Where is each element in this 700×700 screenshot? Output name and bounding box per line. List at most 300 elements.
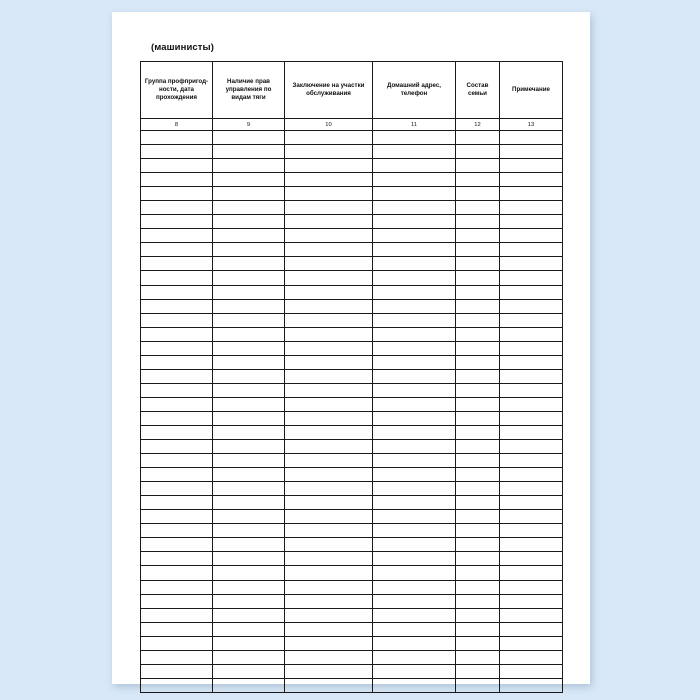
table-cell[interactable] bbox=[141, 173, 213, 187]
table-cell[interactable] bbox=[500, 145, 563, 159]
table-cell[interactable] bbox=[141, 397, 213, 411]
table-cell[interactable] bbox=[141, 159, 213, 173]
table-cell[interactable] bbox=[373, 594, 456, 608]
table-cell[interactable] bbox=[500, 496, 563, 510]
table-cell[interactable] bbox=[213, 271, 285, 285]
table-cell[interactable] bbox=[456, 468, 500, 482]
table-cell[interactable] bbox=[373, 145, 456, 159]
table-cell[interactable] bbox=[141, 369, 213, 383]
table-cell[interactable] bbox=[141, 243, 213, 257]
column-number-10: 10 bbox=[285, 119, 373, 131]
table-cell[interactable] bbox=[141, 411, 213, 425]
table-row[interactable] bbox=[141, 678, 563, 692]
document-sheet bbox=[112, 12, 590, 684]
table-cell[interactable] bbox=[285, 369, 373, 383]
table-cell[interactable] bbox=[213, 566, 285, 580]
table-cell[interactable] bbox=[285, 271, 373, 285]
table-cell[interactable] bbox=[213, 454, 285, 468]
table-cell[interactable] bbox=[213, 664, 285, 678]
table-cell[interactable] bbox=[373, 327, 456, 341]
table-cell[interactable] bbox=[456, 636, 500, 650]
table-cell[interactable] bbox=[456, 355, 500, 369]
table-row[interactable] bbox=[141, 622, 563, 636]
table-cell[interactable] bbox=[456, 229, 500, 243]
table-row[interactable] bbox=[141, 566, 563, 580]
table-cell[interactable] bbox=[141, 327, 213, 341]
table-cell[interactable] bbox=[213, 580, 285, 594]
table-cell[interactable] bbox=[213, 299, 285, 313]
table-cell[interactable] bbox=[213, 215, 285, 229]
table-cell[interactable] bbox=[213, 397, 285, 411]
table-cell[interactable] bbox=[141, 468, 213, 482]
table-cell[interactable] bbox=[213, 369, 285, 383]
table-cell[interactable] bbox=[373, 608, 456, 622]
table-cell[interactable] bbox=[456, 650, 500, 664]
table-cell[interactable] bbox=[141, 524, 213, 538]
table-cell[interactable] bbox=[141, 257, 213, 271]
table-row[interactable] bbox=[141, 482, 563, 496]
table-cell[interactable] bbox=[456, 524, 500, 538]
table-cell[interactable] bbox=[141, 383, 213, 397]
table-cell[interactable] bbox=[456, 159, 500, 173]
table-cell[interactable] bbox=[373, 341, 456, 355]
table-row[interactable] bbox=[141, 383, 563, 397]
table-cell[interactable] bbox=[373, 664, 456, 678]
table-cell[interactable] bbox=[213, 594, 285, 608]
column-header-group-fitness: Группа профпригод-ности, дата прохождения bbox=[141, 62, 213, 119]
table-cell[interactable] bbox=[285, 159, 373, 173]
table-cell[interactable] bbox=[213, 201, 285, 215]
table-cell[interactable] bbox=[456, 566, 500, 580]
table-cell[interactable] bbox=[500, 580, 563, 594]
table-cell[interactable] bbox=[285, 397, 373, 411]
table-cell[interactable] bbox=[285, 187, 373, 201]
table-cell[interactable] bbox=[285, 285, 373, 299]
table-cell[interactable] bbox=[213, 131, 285, 145]
table-row[interactable] bbox=[141, 664, 563, 678]
table-row[interactable] bbox=[141, 369, 563, 383]
table-cell[interactable] bbox=[141, 678, 213, 692]
table-cell[interactable] bbox=[500, 482, 563, 496]
table-cell[interactable] bbox=[285, 580, 373, 594]
table-cell[interactable] bbox=[141, 201, 213, 215]
table-cell[interactable] bbox=[141, 538, 213, 552]
table-cell[interactable] bbox=[373, 454, 456, 468]
table-cell[interactable] bbox=[500, 271, 563, 285]
table-cell[interactable] bbox=[500, 664, 563, 678]
table-cell[interactable] bbox=[213, 678, 285, 692]
table-row[interactable] bbox=[141, 257, 563, 271]
table-cell[interactable] bbox=[373, 650, 456, 664]
table-cell[interactable] bbox=[456, 187, 500, 201]
table-cell[interactable] bbox=[500, 159, 563, 173]
table-cell[interactable] bbox=[500, 383, 563, 397]
table-cell[interactable] bbox=[213, 650, 285, 664]
table-cell[interactable] bbox=[500, 299, 563, 313]
table-cell[interactable] bbox=[456, 313, 500, 327]
table-cell[interactable] bbox=[285, 650, 373, 664]
table-cell[interactable] bbox=[141, 664, 213, 678]
table-cell[interactable] bbox=[500, 454, 563, 468]
table-cell[interactable] bbox=[285, 636, 373, 650]
table-cell[interactable] bbox=[285, 482, 373, 496]
table-cell[interactable] bbox=[213, 313, 285, 327]
table-cell[interactable] bbox=[373, 243, 456, 257]
table-cell[interactable] bbox=[373, 173, 456, 187]
table-cell[interactable] bbox=[373, 285, 456, 299]
table-row[interactable] bbox=[141, 201, 563, 215]
table-cell[interactable] bbox=[285, 355, 373, 369]
table-cell[interactable] bbox=[141, 145, 213, 159]
table-row[interactable] bbox=[141, 538, 563, 552]
table-cell[interactable] bbox=[285, 510, 373, 524]
table-cell[interactable] bbox=[500, 468, 563, 482]
table-row[interactable] bbox=[141, 327, 563, 341]
table-cell[interactable] bbox=[373, 440, 456, 454]
table-cell[interactable] bbox=[373, 622, 456, 636]
table-cell[interactable] bbox=[141, 271, 213, 285]
table-cell[interactable] bbox=[285, 566, 373, 580]
table-cell[interactable] bbox=[500, 524, 563, 538]
table-cell[interactable] bbox=[456, 482, 500, 496]
table-cell[interactable] bbox=[456, 454, 500, 468]
table-row[interactable] bbox=[141, 215, 563, 229]
table-cell[interactable] bbox=[456, 145, 500, 159]
table-cell[interactable] bbox=[213, 159, 285, 173]
table-cell[interactable] bbox=[213, 425, 285, 439]
table-cell[interactable] bbox=[456, 538, 500, 552]
table-cell[interactable] bbox=[373, 257, 456, 271]
table-cell[interactable] bbox=[285, 538, 373, 552]
table-cell[interactable] bbox=[213, 510, 285, 524]
table-cell[interactable] bbox=[213, 538, 285, 552]
table-row[interactable] bbox=[141, 524, 563, 538]
table-cell[interactable] bbox=[285, 664, 373, 678]
table-cell[interactable] bbox=[213, 173, 285, 187]
column-number-8: 8 bbox=[141, 119, 213, 131]
table-cell[interactable] bbox=[456, 173, 500, 187]
table-cell[interactable] bbox=[373, 215, 456, 229]
table-cell[interactable] bbox=[456, 299, 500, 313]
table-cell[interactable] bbox=[141, 454, 213, 468]
table-cell[interactable] bbox=[141, 594, 213, 608]
table-cell[interactable] bbox=[373, 566, 456, 580]
table-cell[interactable] bbox=[373, 271, 456, 285]
table-cell[interactable] bbox=[285, 608, 373, 622]
table-row[interactable] bbox=[141, 299, 563, 313]
table-cell[interactable] bbox=[500, 397, 563, 411]
table-cell[interactable] bbox=[285, 383, 373, 397]
table-cell[interactable] bbox=[500, 229, 563, 243]
column-number-13: 13 bbox=[500, 119, 563, 131]
table-cell[interactable] bbox=[141, 215, 213, 229]
table-cell[interactable] bbox=[456, 397, 500, 411]
table-cell[interactable] bbox=[285, 454, 373, 468]
table-cell[interactable] bbox=[285, 496, 373, 510]
table-cell[interactable] bbox=[141, 552, 213, 566]
page-title: (машинисты) bbox=[151, 42, 214, 53]
table-cell[interactable] bbox=[373, 187, 456, 201]
table-cell[interactable] bbox=[500, 594, 563, 608]
table-cell[interactable] bbox=[141, 187, 213, 201]
table-cell[interactable] bbox=[285, 341, 373, 355]
column-header-notes: Примечание bbox=[500, 62, 563, 119]
table-row[interactable] bbox=[141, 355, 563, 369]
table-cell[interactable] bbox=[373, 468, 456, 482]
table-cell[interactable] bbox=[500, 327, 563, 341]
table-cell[interactable] bbox=[141, 229, 213, 243]
table-cell[interactable] bbox=[456, 341, 500, 355]
table-cell[interactable] bbox=[500, 215, 563, 229]
table-cell[interactable] bbox=[456, 678, 500, 692]
table-row[interactable] bbox=[141, 243, 563, 257]
table-cell[interactable] bbox=[456, 327, 500, 341]
table-cell[interactable] bbox=[213, 440, 285, 454]
table-cell[interactable] bbox=[213, 636, 285, 650]
table-cell[interactable] bbox=[456, 257, 500, 271]
table-cell[interactable] bbox=[141, 440, 213, 454]
column-header-service-sections: Заключение на участки обслуживания bbox=[285, 62, 373, 119]
column-number-11: 11 bbox=[373, 119, 456, 131]
table-cell[interactable] bbox=[285, 299, 373, 313]
table-row[interactable] bbox=[141, 159, 563, 173]
table-cell[interactable] bbox=[213, 187, 285, 201]
table-cell[interactable] bbox=[141, 313, 213, 327]
table-cell[interactable] bbox=[213, 496, 285, 510]
table-cell[interactable] bbox=[500, 425, 563, 439]
table-row[interactable] bbox=[141, 552, 563, 566]
table-cell[interactable] bbox=[500, 636, 563, 650]
table-cell[interactable] bbox=[285, 229, 373, 243]
table-cell[interactable] bbox=[285, 313, 373, 327]
table-cell[interactable] bbox=[373, 411, 456, 425]
table-cell[interactable] bbox=[373, 159, 456, 173]
table-cell[interactable] bbox=[456, 201, 500, 215]
table-cell[interactable] bbox=[213, 482, 285, 496]
table-cell[interactable] bbox=[500, 313, 563, 327]
table-cell[interactable] bbox=[213, 243, 285, 257]
table-cell[interactable] bbox=[141, 608, 213, 622]
table-cell[interactable] bbox=[373, 201, 456, 215]
column-number-9: 9 bbox=[213, 119, 285, 131]
table-cell[interactable] bbox=[500, 131, 563, 145]
table-cell[interactable] bbox=[456, 369, 500, 383]
table-cell[interactable] bbox=[373, 383, 456, 397]
table-cell[interactable] bbox=[141, 355, 213, 369]
table-cell[interactable] bbox=[213, 383, 285, 397]
table-row[interactable] bbox=[141, 636, 563, 650]
table-cell[interactable] bbox=[213, 341, 285, 355]
table-cell[interactable] bbox=[213, 468, 285, 482]
table-row[interactable] bbox=[141, 650, 563, 664]
table-cell[interactable] bbox=[500, 678, 563, 692]
table-cell[interactable] bbox=[500, 552, 563, 566]
table-cell[interactable] bbox=[500, 510, 563, 524]
table-cell[interactable] bbox=[500, 201, 563, 215]
table-cell[interactable] bbox=[141, 299, 213, 313]
table-cell[interactable] bbox=[456, 510, 500, 524]
table-row[interactable] bbox=[141, 496, 563, 510]
table-cell[interactable] bbox=[373, 482, 456, 496]
table-row[interactable] bbox=[141, 425, 563, 439]
table-row[interactable] bbox=[141, 229, 563, 243]
table-cell[interactable] bbox=[285, 678, 373, 692]
table-cell[interactable] bbox=[373, 355, 456, 369]
column-header-driving-rights: Наличие прав управления по видам тяги bbox=[213, 62, 285, 119]
table-row[interactable] bbox=[141, 608, 563, 622]
table-cell[interactable] bbox=[141, 482, 213, 496]
table-cell[interactable] bbox=[456, 496, 500, 510]
header-row bbox=[141, 62, 563, 119]
column-number-row bbox=[141, 119, 563, 131]
table-cell[interactable] bbox=[285, 243, 373, 257]
table-cell[interactable] bbox=[500, 440, 563, 454]
table-cell[interactable] bbox=[456, 383, 500, 397]
table-cell[interactable] bbox=[500, 538, 563, 552]
table-cell[interactable] bbox=[213, 145, 285, 159]
table-cell[interactable] bbox=[285, 524, 373, 538]
table-cell[interactable] bbox=[456, 664, 500, 678]
table-cell[interactable] bbox=[373, 229, 456, 243]
table-cell[interactable] bbox=[373, 425, 456, 439]
table-row[interactable] bbox=[141, 397, 563, 411]
table-cell[interactable] bbox=[373, 524, 456, 538]
table-cell[interactable] bbox=[500, 650, 563, 664]
table-cell[interactable] bbox=[141, 510, 213, 524]
table-cell[interactable] bbox=[285, 131, 373, 145]
table-cell[interactable] bbox=[285, 425, 373, 439]
table-row[interactable] bbox=[141, 313, 563, 327]
table-cell[interactable] bbox=[373, 510, 456, 524]
table-cell[interactable] bbox=[213, 552, 285, 566]
table-cell[interactable] bbox=[285, 622, 373, 636]
page-shadow bbox=[112, 12, 590, 684]
table-cell[interactable] bbox=[285, 552, 373, 566]
table-row[interactable] bbox=[141, 440, 563, 454]
table-cell[interactable] bbox=[373, 369, 456, 383]
table-cell[interactable] bbox=[500, 369, 563, 383]
table-row[interactable] bbox=[141, 468, 563, 482]
table-cell[interactable] bbox=[285, 145, 373, 159]
table-cell[interactable] bbox=[373, 636, 456, 650]
table-cell[interactable] bbox=[141, 341, 213, 355]
table-cell[interactable] bbox=[141, 496, 213, 510]
table-cell[interactable] bbox=[213, 229, 285, 243]
table-cell[interactable] bbox=[213, 622, 285, 636]
table-cell[interactable] bbox=[141, 131, 213, 145]
table-cell[interactable] bbox=[500, 566, 563, 580]
table-cell[interactable] bbox=[456, 285, 500, 299]
table-row[interactable] bbox=[141, 510, 563, 524]
table-cell[interactable] bbox=[373, 131, 456, 145]
table-cell[interactable] bbox=[500, 341, 563, 355]
table-cell[interactable] bbox=[213, 608, 285, 622]
column-header-home-address-phone: Домашний адрес, телефон bbox=[373, 62, 456, 119]
column-header-family: Состав семьи bbox=[456, 62, 500, 119]
table-cell[interactable] bbox=[456, 622, 500, 636]
table-cell[interactable] bbox=[500, 257, 563, 271]
table-cell[interactable] bbox=[500, 243, 563, 257]
table-cell[interactable] bbox=[500, 173, 563, 187]
table-header bbox=[141, 62, 563, 131]
table-cell[interactable] bbox=[285, 440, 373, 454]
table-cell[interactable] bbox=[141, 622, 213, 636]
table-cell[interactable] bbox=[213, 355, 285, 369]
table-cell[interactable] bbox=[285, 327, 373, 341]
table-cell[interactable] bbox=[285, 468, 373, 482]
table-cell[interactable] bbox=[141, 425, 213, 439]
table-cell[interactable] bbox=[500, 411, 563, 425]
table-cell[interactable] bbox=[141, 580, 213, 594]
registry-table bbox=[140, 61, 563, 693]
table-row[interactable] bbox=[141, 594, 563, 608]
table-cell[interactable] bbox=[141, 650, 213, 664]
table-cell[interactable] bbox=[373, 580, 456, 594]
table-row[interactable] bbox=[141, 271, 563, 285]
table-cell[interactable] bbox=[373, 678, 456, 692]
table-cell[interactable] bbox=[285, 257, 373, 271]
table-cell[interactable] bbox=[285, 201, 373, 215]
table-cell[interactable] bbox=[500, 187, 563, 201]
table-cell[interactable] bbox=[373, 299, 456, 313]
table-cell[interactable] bbox=[213, 524, 285, 538]
table-cell[interactable] bbox=[456, 243, 500, 257]
table-cell[interactable] bbox=[500, 285, 563, 299]
table-cell[interactable] bbox=[456, 411, 500, 425]
table-cell[interactable] bbox=[373, 496, 456, 510]
table-cell[interactable] bbox=[373, 397, 456, 411]
table-row[interactable] bbox=[141, 411, 563, 425]
table-cell[interactable] bbox=[456, 580, 500, 594]
table-cell[interactable] bbox=[456, 594, 500, 608]
column-number-12: 12 bbox=[456, 119, 500, 131]
table-row[interactable] bbox=[141, 341, 563, 355]
table-row[interactable] bbox=[141, 173, 563, 187]
table-cell[interactable] bbox=[373, 538, 456, 552]
table-cell[interactable] bbox=[500, 622, 563, 636]
table-cell[interactable] bbox=[500, 355, 563, 369]
table-row[interactable] bbox=[141, 285, 563, 299]
table-cell[interactable] bbox=[456, 552, 500, 566]
table-cell[interactable] bbox=[500, 608, 563, 622]
table-cell[interactable] bbox=[456, 608, 500, 622]
table-cell[interactable] bbox=[141, 285, 213, 299]
table-cell[interactable] bbox=[456, 215, 500, 229]
table-cell[interactable] bbox=[141, 636, 213, 650]
table-row[interactable] bbox=[141, 187, 563, 201]
table-body bbox=[141, 131, 563, 693]
table-cell[interactable] bbox=[213, 327, 285, 341]
table-cell[interactable] bbox=[456, 425, 500, 439]
table-row[interactable] bbox=[141, 580, 563, 594]
table-cell[interactable] bbox=[141, 566, 213, 580]
table-cell[interactable] bbox=[373, 552, 456, 566]
table-cell[interactable] bbox=[285, 215, 373, 229]
table-cell[interactable] bbox=[285, 411, 373, 425]
table-cell[interactable] bbox=[285, 173, 373, 187]
table-cell[interactable] bbox=[456, 440, 500, 454]
table-cell[interactable] bbox=[456, 271, 500, 285]
table-cell[interactable] bbox=[213, 285, 285, 299]
table-cell[interactable] bbox=[456, 131, 500, 145]
table-row[interactable] bbox=[141, 145, 563, 159]
table-row[interactable] bbox=[141, 131, 563, 145]
table-cell[interactable] bbox=[213, 257, 285, 271]
table-row[interactable] bbox=[141, 454, 563, 468]
table-cell[interactable] bbox=[213, 411, 285, 425]
table-cell[interactable] bbox=[373, 313, 456, 327]
table-cell[interactable] bbox=[285, 594, 373, 608]
